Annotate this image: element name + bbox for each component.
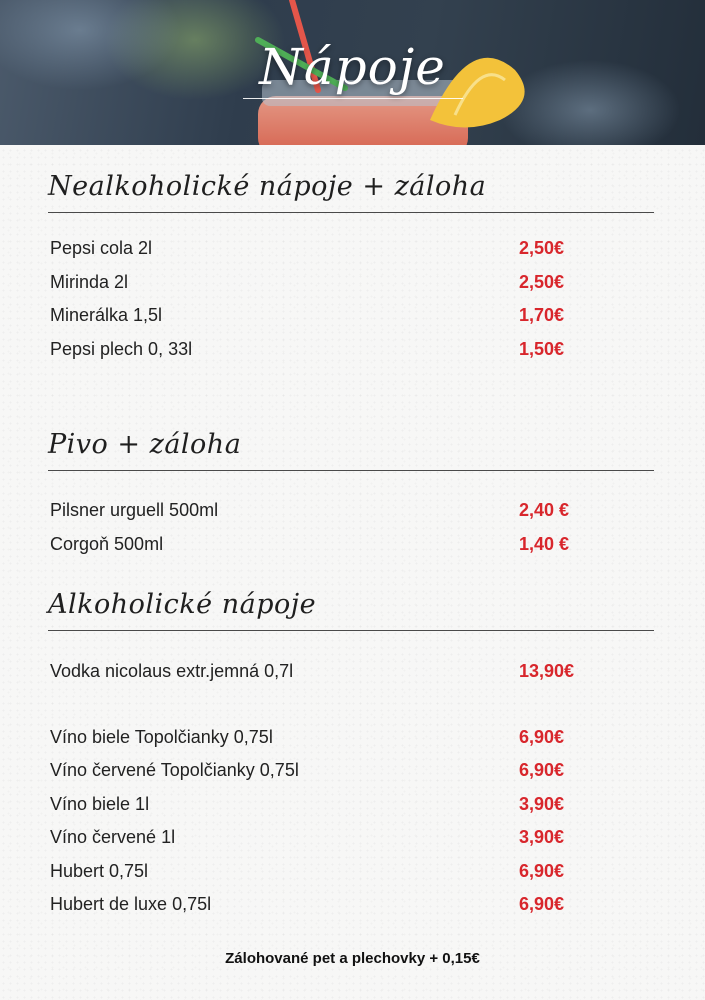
menu-item xyxy=(48,826,654,860)
menu-item xyxy=(48,271,654,305)
item-price: 2,50€ xyxy=(519,271,565,292)
menu-item xyxy=(48,237,654,271)
item-list xyxy=(48,237,654,371)
item-name: Víno biele Topolčianky 0,75l xyxy=(50,726,273,747)
item-name: Corgoň 500ml xyxy=(50,533,164,554)
item-price: 2,40 € xyxy=(519,500,570,520)
menu-item xyxy=(48,860,654,894)
item-name: Víno červené 1l xyxy=(50,827,176,847)
item-price: 2,50€ xyxy=(519,238,565,258)
title-underline xyxy=(243,98,463,99)
item-name: Mirinda 2l xyxy=(50,271,129,292)
item-price: 13,90€ xyxy=(519,661,575,681)
menu-item xyxy=(48,533,654,567)
section-divider xyxy=(48,630,654,631)
section-divider xyxy=(48,212,654,213)
item-name: Minerálka 1,5l xyxy=(50,305,163,325)
item-price: 6,90€ xyxy=(519,726,565,747)
deposit-note: Zálohované pet a plechovky + 0,15€ xyxy=(225,950,480,967)
item-name: Víno biele 1l xyxy=(50,793,150,814)
page-title: Nápoje xyxy=(259,38,446,96)
header-banner xyxy=(0,0,705,145)
menu-item xyxy=(48,793,654,827)
item-price: 3,90€ xyxy=(519,827,565,847)
menu-item xyxy=(48,499,654,533)
section-title: Alkoholické nápoje xyxy=(48,589,317,620)
section-title: Nealkoholické nápoje + záloha xyxy=(48,171,487,202)
item-name: Hubert 0,75l xyxy=(50,860,149,881)
item-name: Víno červené Topolčianky 0,75l xyxy=(50,760,299,780)
item-price: 6,90€ xyxy=(519,894,565,914)
item-name: Pepsi plech 0, 33l xyxy=(50,338,193,359)
menu-item xyxy=(48,660,654,694)
section-title: Pivo + záloha xyxy=(48,429,242,460)
item-price: 6,90€ xyxy=(519,760,565,780)
item-price: 1,50€ xyxy=(519,338,565,359)
item-price: 1,70€ xyxy=(519,305,565,325)
item-price: 6,90€ xyxy=(519,860,565,881)
menu-item xyxy=(48,759,654,793)
menu-item xyxy=(48,338,654,372)
item-price: 1,40 € xyxy=(519,533,570,554)
item-price: 3,90€ xyxy=(519,793,565,814)
menu-item xyxy=(48,304,654,338)
section-nealko xyxy=(48,170,654,371)
item-name: Hubert de luxe 0,75l xyxy=(50,894,212,914)
menu-item xyxy=(48,893,654,927)
item-name: Vodka nicolaus extr.jemná 0,7l xyxy=(50,661,294,681)
item-name: Pilsner urguell 500ml xyxy=(50,500,219,520)
item-list xyxy=(48,499,654,566)
item-list xyxy=(48,660,654,927)
section-divider xyxy=(48,470,654,471)
section-pivo xyxy=(48,428,654,566)
section-alko xyxy=(48,588,654,927)
menu-item xyxy=(48,726,654,760)
item-name: Pepsi cola 2l xyxy=(50,238,153,258)
